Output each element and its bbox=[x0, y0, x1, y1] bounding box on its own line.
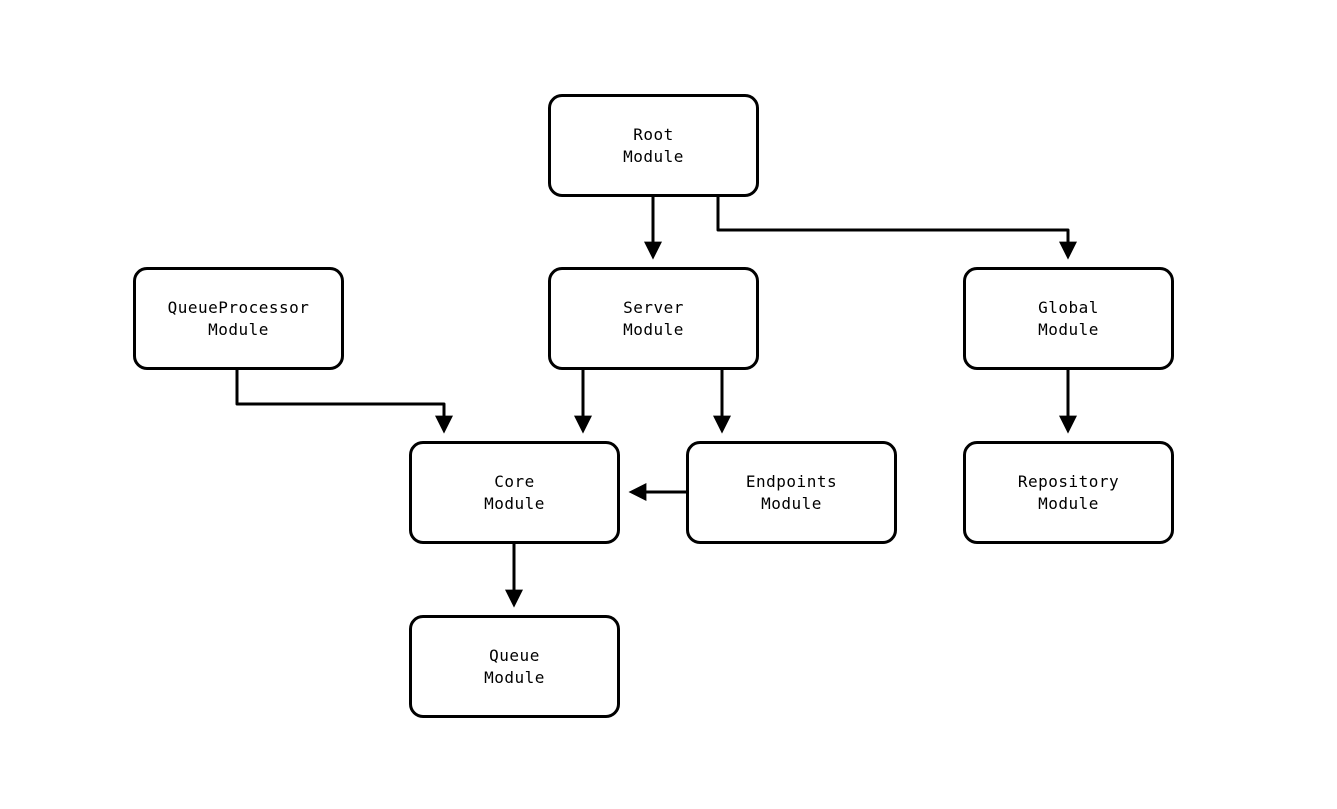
edge-root-global bbox=[718, 197, 1068, 256]
node-global[interactable] bbox=[963, 267, 1174, 370]
node-queueprocessor-line1: QueueProcessor bbox=[167, 297, 310, 317]
node-server-line2: Module bbox=[623, 319, 684, 339]
node-core[interactable] bbox=[409, 441, 620, 544]
node-queue-line1: Queue bbox=[489, 645, 540, 665]
node-global-line1: Global bbox=[1038, 297, 1099, 317]
node-endpoints-line2: Module bbox=[761, 493, 822, 513]
node-root-line1: Root bbox=[633, 124, 674, 144]
node-root-line2: Module bbox=[623, 146, 684, 166]
node-server[interactable] bbox=[548, 267, 759, 370]
node-core-line1: Core bbox=[494, 471, 535, 491]
node-endpoints[interactable] bbox=[686, 441, 897, 544]
node-queue-line2: Module bbox=[484, 667, 545, 687]
node-queueprocessor[interactable] bbox=[133, 267, 344, 370]
node-global-line2: Module bbox=[1038, 319, 1099, 339]
node-repository-line2: Module bbox=[1038, 493, 1099, 513]
node-repository[interactable] bbox=[963, 441, 1174, 544]
node-repository-line1: Repository bbox=[1017, 471, 1120, 491]
edge-queueprocessor-core bbox=[237, 370, 444, 430]
node-queue[interactable] bbox=[409, 615, 620, 718]
node-root[interactable] bbox=[548, 94, 759, 197]
node-queueprocessor-line2: Module bbox=[208, 319, 269, 339]
node-core-line2: Module bbox=[484, 493, 545, 513]
node-endpoints-line1: Endpoints bbox=[745, 471, 838, 491]
node-server-line1: Server bbox=[623, 297, 684, 317]
